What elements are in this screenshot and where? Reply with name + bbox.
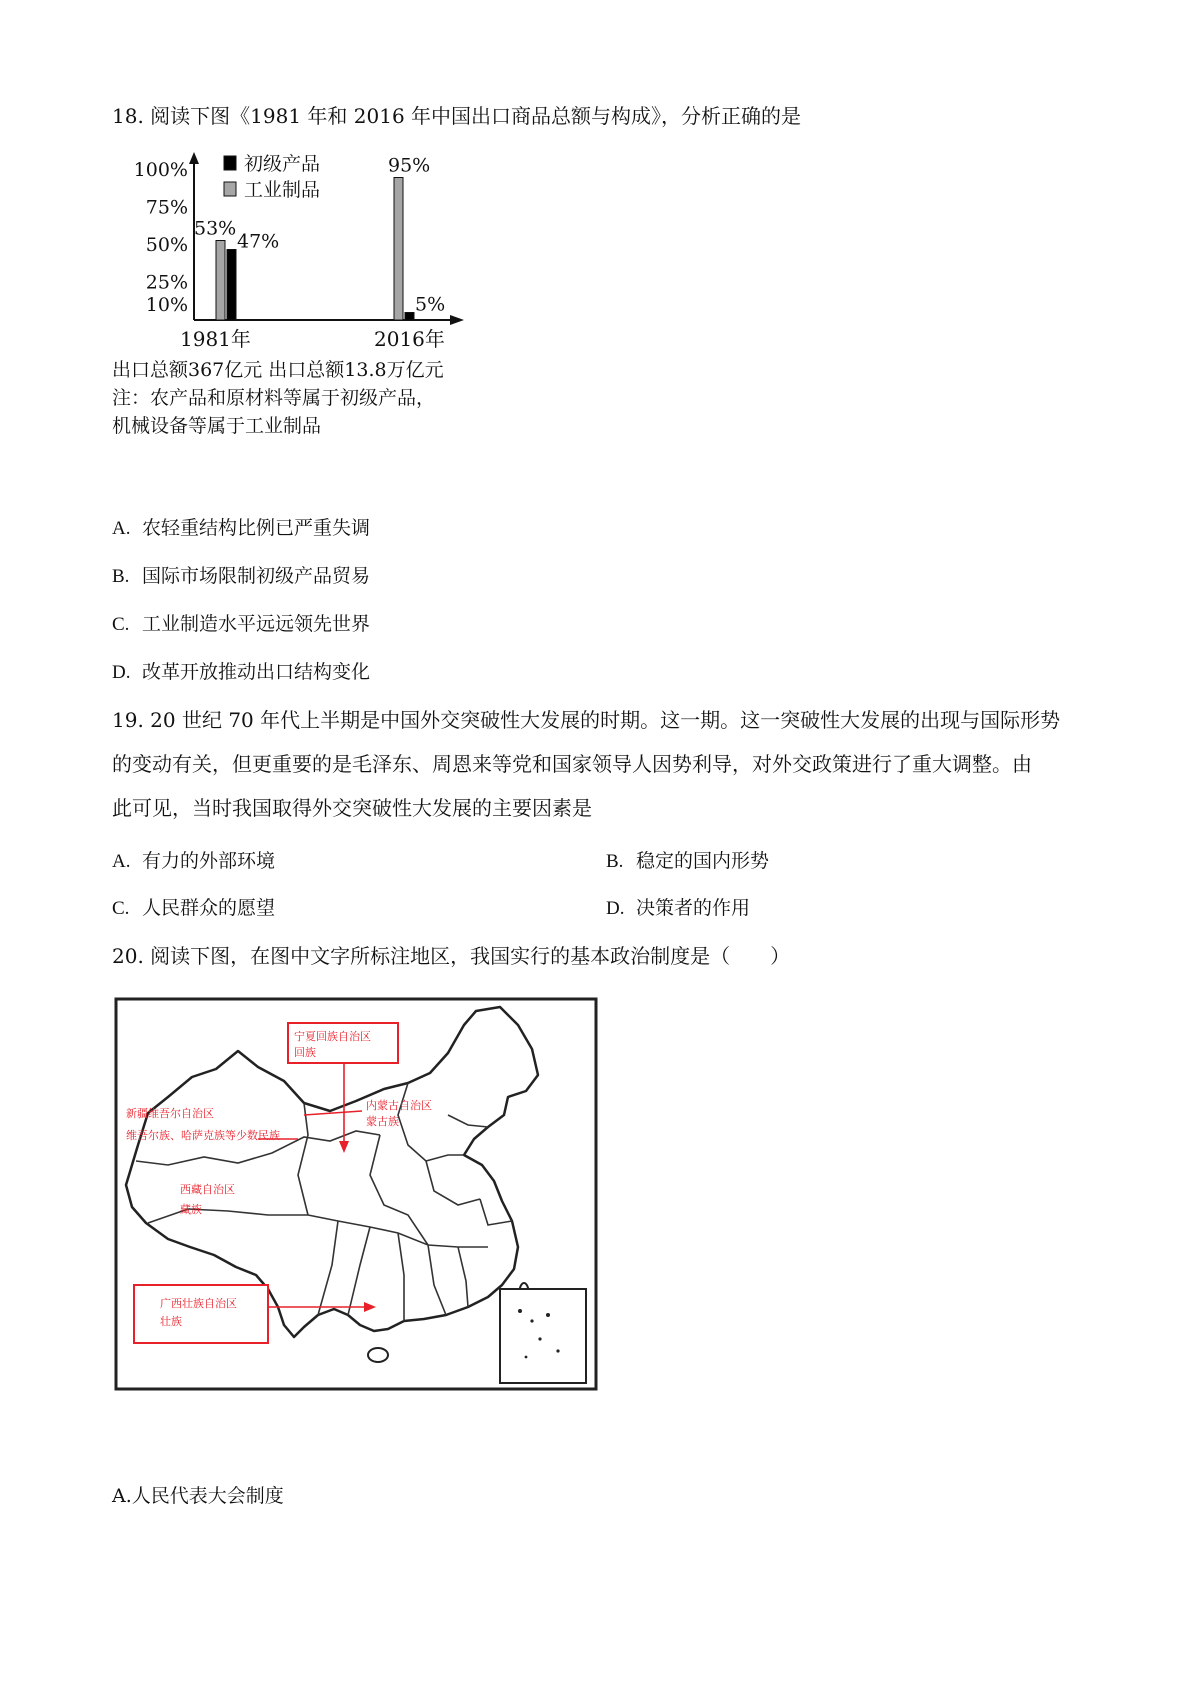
guangxi-label: 广西壮族自治区 bbox=[160, 1297, 237, 1310]
export-composition-chart bbox=[112, 150, 532, 450]
q20-option-a[interactable] bbox=[112, 1484, 284, 1508]
ningxia-label: 宁夏回族自治区 bbox=[294, 1030, 371, 1043]
x-tick-label: 1981年 bbox=[180, 327, 251, 351]
option-text: 改革开放推动出口结构变化 bbox=[142, 661, 371, 683]
question-19-line-2: 的变动有关，但更重要的是毛泽东、周恩来等党和国家领导人因势利导，对外交政策进行了重大调整。由 bbox=[112, 752, 1032, 776]
data-label: 47% bbox=[237, 230, 280, 253]
option-key: C. bbox=[112, 614, 130, 635]
legend-label: 工业制品 bbox=[244, 179, 321, 201]
y-axis-arrow bbox=[189, 152, 199, 164]
chart-legend bbox=[224, 153, 320, 201]
option-text: 稳定的国内形势 bbox=[636, 850, 770, 872]
option-text: 有力的外部环境 bbox=[142, 850, 276, 872]
legend-label: 初级产品 bbox=[244, 153, 321, 175]
xinjiang-people: 维吾尔族、哈萨克族等少数民族 bbox=[126, 1129, 280, 1142]
option-key: B. bbox=[606, 851, 624, 872]
xizang-people: 藏族 bbox=[180, 1203, 202, 1216]
data-label: 5% bbox=[415, 293, 446, 316]
neimenggu-label: 内蒙古自治区 bbox=[366, 1099, 432, 1112]
question-19-line-1: 19. 20 世纪 70 年代上半期是中国外交突破性大发展的时期。这一期。这一突破性大发展的出现与国际形势 bbox=[112, 708, 1061, 732]
option-text: 决策者的作用 bbox=[636, 897, 751, 919]
q18-option-c[interactable] bbox=[112, 612, 370, 637]
legend-swatch bbox=[224, 156, 236, 170]
ningxia-people: 回族 bbox=[294, 1046, 316, 1059]
q18-option-b[interactable] bbox=[112, 564, 370, 589]
option-key: A. bbox=[112, 1485, 132, 1507]
y-tick-label: 10% bbox=[145, 294, 188, 316]
question-20-stem: 20. 阅读下图，在图中文字所标注地区，我国实行的基本政治制度是（ ） bbox=[112, 944, 791, 968]
legend-swatch bbox=[224, 182, 236, 196]
chart-notes bbox=[112, 359, 444, 437]
chart-y-ticks bbox=[134, 159, 188, 316]
bar-primary-1 bbox=[405, 313, 414, 321]
option-text: 工业制造水平远远领先世界 bbox=[142, 613, 371, 635]
q19-option-a[interactable] bbox=[112, 849, 275, 874]
guangxi-people: 壮族 bbox=[160, 1315, 182, 1328]
south-china-sea-inset bbox=[500, 1289, 586, 1383]
data-label: 53% bbox=[194, 217, 237, 240]
chart-note: 注：农产品和原材料等属于初级产品， bbox=[112, 387, 436, 409]
bar-industrial-0 bbox=[216, 241, 225, 321]
bar-primary-0 bbox=[227, 250, 236, 321]
china-autonomous-regions-map bbox=[108, 985, 604, 1405]
chart-note: 出口总额367亿元 出口总额13.8万亿元 bbox=[112, 359, 444, 381]
xizang-label: 西藏自治区 bbox=[180, 1183, 235, 1196]
option-key: A. bbox=[112, 518, 131, 539]
question-18-stem: 18. 阅读下图《1981 年和 2016 年中国出口商品总额与构成》，分析正确的是 bbox=[112, 104, 802, 128]
q19-option-c[interactable] bbox=[112, 896, 275, 921]
option-text: 农轻重结构比例已严重失调 bbox=[142, 517, 371, 539]
x-axis-arrow bbox=[450, 315, 464, 325]
y-tick-label: 75% bbox=[145, 196, 188, 219]
q19-option-b[interactable] bbox=[606, 849, 769, 874]
chart-note: 机械设备等属于工业制品 bbox=[112, 415, 322, 437]
bar-industrial-1 bbox=[394, 178, 403, 321]
x-tick-label: 2016年 bbox=[374, 327, 445, 351]
option-key: C. bbox=[112, 898, 130, 919]
option-text: 人民代表大会制度 bbox=[131, 1485, 284, 1507]
option-text: 人民群众的愿望 bbox=[142, 897, 276, 919]
option-text: 国际市场限制初级产品贸易 bbox=[142, 565, 371, 587]
option-key: D. bbox=[606, 898, 625, 919]
option-key: D. bbox=[112, 662, 131, 683]
question-19-line-3: 此可见，当时我国取得外交突破性大发展的主要因素是 bbox=[112, 796, 592, 820]
y-tick-label: 100% bbox=[133, 159, 188, 181]
q18-option-d[interactable] bbox=[112, 660, 370, 685]
xinjiang-label: 新疆维吾尔自治区 bbox=[126, 1107, 214, 1120]
data-label: 95% bbox=[388, 154, 431, 177]
option-key: A. bbox=[112, 851, 131, 872]
guangxi-label-box bbox=[134, 1285, 268, 1343]
q19-option-d[interactable] bbox=[606, 896, 750, 921]
hainan-island bbox=[368, 1348, 388, 1362]
y-tick-label: 25% bbox=[145, 271, 188, 294]
q18-option-a[interactable] bbox=[112, 516, 370, 541]
neimenggu-people: 蒙古族 bbox=[366, 1115, 399, 1128]
y-tick-label: 50% bbox=[145, 234, 188, 256]
option-key: B. bbox=[112, 566, 130, 587]
